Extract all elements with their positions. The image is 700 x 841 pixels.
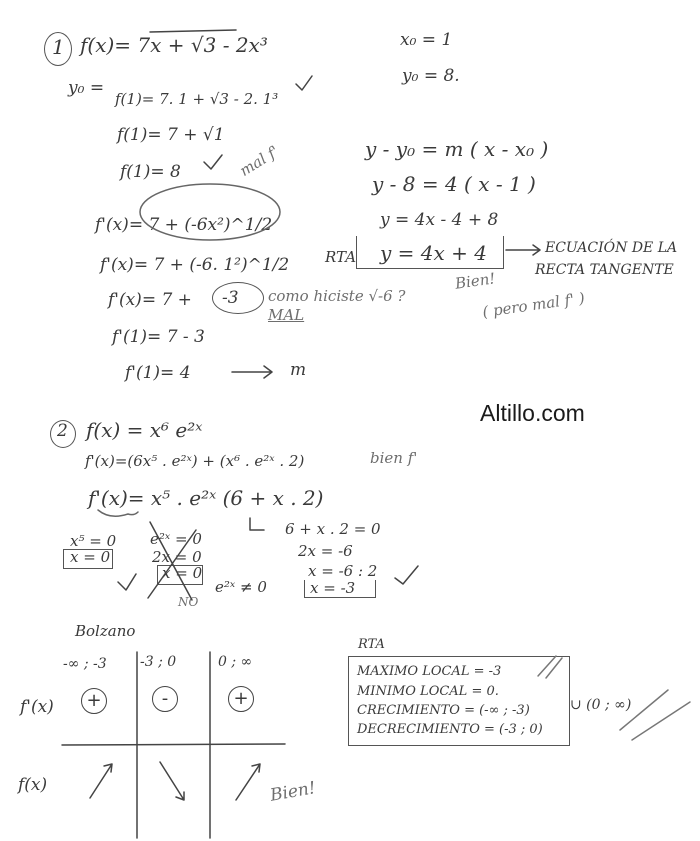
cross-out-line-2: [148, 530, 196, 598]
arrow-to-description: [506, 245, 540, 255]
derivative-step-3: f'(x)= 7 +: [108, 290, 192, 310]
circled-value-text: -3: [222, 288, 239, 308]
x0-value: x₀ = 1: [400, 30, 453, 50]
sign-interval-3: +: [228, 686, 254, 712]
x-zero-result-2: x = 0: [162, 564, 203, 582]
note-pero-mal: ( pero mal f' ): [481, 288, 586, 322]
interval-3: 0 ; ∞: [218, 654, 253, 670]
check-mark-3: [118, 574, 136, 590]
increasing-arrow-1: [90, 764, 112, 798]
derivative-step-2: f'(x)= 7 + (-6. 1²)^1/2: [100, 255, 290, 275]
step-f1c: f(1)= 8: [120, 162, 181, 182]
derivative-oval: [140, 184, 280, 240]
note-bien-2: Bien!: [268, 778, 318, 806]
y0-label: y₀ =: [68, 78, 105, 98]
check-mark-2: [204, 155, 222, 169]
row-label-f: f(x): [18, 775, 48, 795]
problem-2-function: f(x) = x⁶ e²ˣ: [86, 418, 203, 442]
rta-label-1: RTA: [325, 248, 357, 266]
equation-e2x-nonzero: e²ˣ ≠ 0: [215, 578, 267, 596]
tangent-equation-2: y - 8 = 4 ( x - 1 ): [372, 172, 536, 196]
equation-e2x: e²ˣ = 0: [150, 530, 202, 548]
derivative-step-4: f'(1)= 7 - 3: [112, 327, 205, 347]
answer-description-2: RECTA TANGENTE: [535, 262, 674, 278]
rta-label-2: RTA: [358, 637, 385, 652]
note-bien-fprime: bien f': [370, 449, 418, 467]
answer-equation: y = 4x + 4: [380, 241, 487, 265]
equation-linear: 6 + x . 2 = 0: [285, 520, 381, 538]
sign-interval-1: +: [81, 688, 107, 714]
result-crecimiento: CRECIMIENTO = (-∞ ; -3): [357, 703, 530, 718]
equation-2x-minus6: 2x = -6: [298, 542, 353, 560]
watermark: Altillo.com: [480, 400, 585, 426]
arrow-to-m: [232, 366, 272, 378]
x-zero-result-1: x = 0: [70, 548, 111, 566]
tangent-equation-1: y - y₀ = m ( x - x₀ ): [365, 137, 549, 161]
x-minus3-result: x = -3: [310, 579, 356, 597]
cross-out-line-1: [150, 522, 192, 600]
interval-2: -3 ; 0: [140, 654, 177, 670]
equation-x-division: x = -6 : 2: [308, 562, 378, 580]
row-label-fprime: f'(x): [20, 697, 54, 717]
note-como-hiciste: como hiciste √-6 ?: [268, 287, 406, 305]
problem-2-number: 2: [57, 421, 68, 441]
decreasing-arrow: [160, 762, 184, 800]
note-mal-fprime: mal f': [236, 142, 282, 180]
result-min-local: MINIMO LOCAL = 0.: [357, 684, 499, 699]
increasing-arrow-2: [236, 764, 260, 800]
step-f1b: f(1)= 7 + √1: [117, 125, 225, 145]
equation-x5: x⁵ = 0: [70, 532, 117, 550]
slope-m: m: [290, 360, 307, 380]
derivative-step-5: f'(1)= 4: [125, 363, 191, 383]
step-f1: f(1)= 7. 1 + √3 - 2. 1³: [115, 90, 279, 108]
problem-1-function: f(x)= 7x + √3 - 2x³: [80, 33, 268, 57]
problem-1-number: 1: [52, 35, 65, 59]
check-mark-1: [296, 76, 312, 90]
table-divider-row: [62, 744, 285, 745]
problem-2-derivative-2: f'(x)= x⁵ . e²ˣ (6 + x . 2): [88, 486, 324, 510]
tangent-equation-3: y = 4x - 4 + 8: [380, 210, 499, 230]
result-max-local: MAXIMO LOCAL = -3: [357, 664, 502, 679]
result-decrecimiento: DECRECIMIENTO = (-3 ; 0): [357, 722, 543, 737]
sign-interval-2: -: [152, 686, 178, 712]
bolzano-label: Bolzano: [75, 622, 136, 640]
note-mal: MAL: [268, 306, 305, 324]
answer-description-1: ECUACIÓN DE LA: [545, 240, 678, 256]
note-bien: Bien!: [453, 269, 497, 293]
result-union: ∪ (0 ; ∞): [570, 697, 632, 713]
interval-1: -∞ ; -3: [63, 656, 107, 672]
y0-value: y₀ = 8.: [402, 66, 460, 86]
derivative-step-1: f'(x)= 7 + (-6x²)^1/2: [95, 215, 273, 235]
problem-2-derivative-1: f'(x)=(6x⁵ . e²ˣ) + (x⁶ . e²ˣ . 2): [85, 452, 305, 470]
check-mark-4: [395, 566, 418, 584]
equation-2x: 2x = 0: [152, 548, 202, 566]
note-no: NO: [178, 595, 199, 609]
